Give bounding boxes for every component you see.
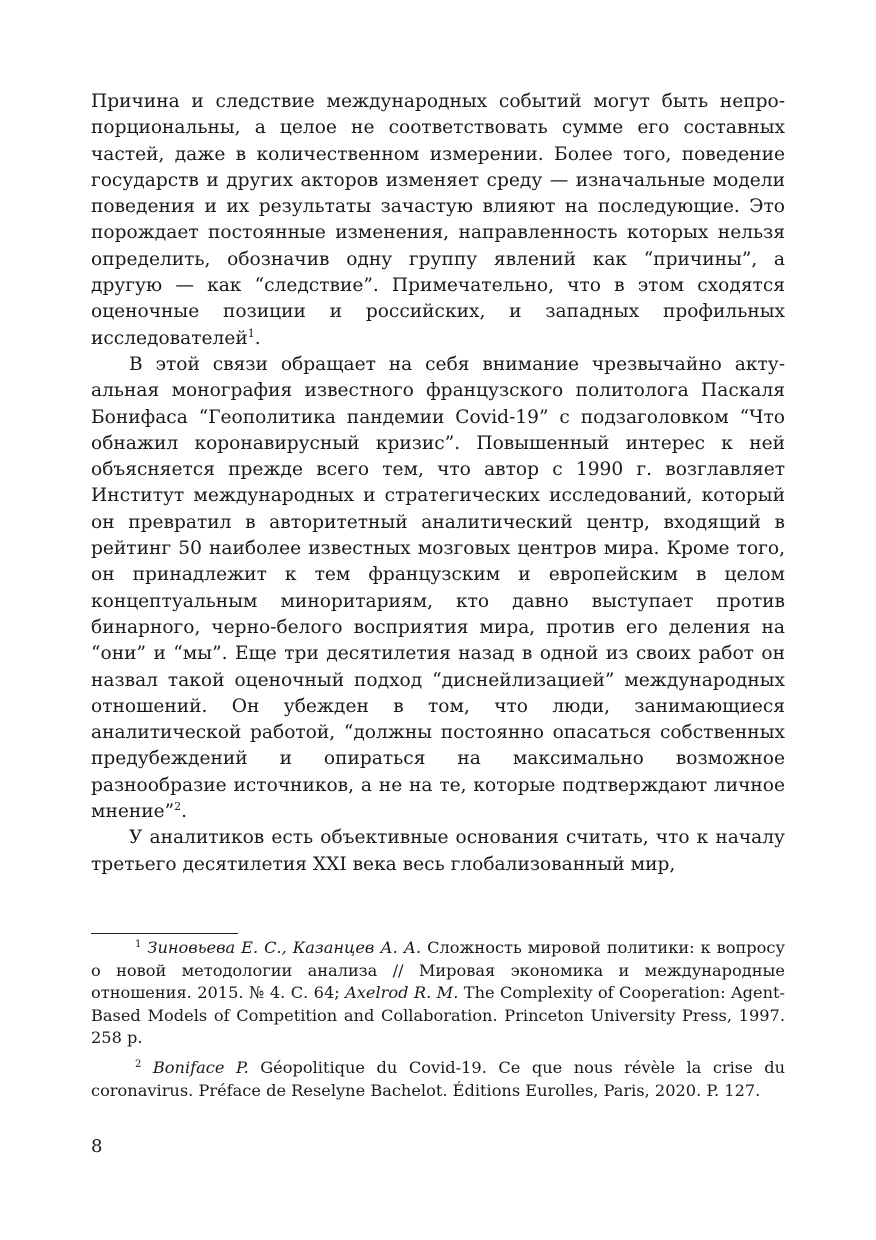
footnote-1-number: 1 (135, 939, 142, 950)
paragraph-1-text: Причина и следствие международных событий могут быть непропорциональны, а целое не соответствовать сумме его составных частей, даже в количественном измерении. Более того, поведение государств и других акторов изменяет среду — изначальные модели поведения и их результаты зачастую влияют на последующие. Это порождает постоянные изменения, направленность которых нельзя определить, обозначив одну группу явлений как “причины”, а другую — как “следствие”. Примечательно, что в этом сходятся оценочные позиции и российских, и западных профильных исследователей (91, 91, 785, 349)
paragraph-3 (91, 825, 785, 878)
footnote-2 (91, 1057, 785, 1102)
footnote-1-author-1: Зиновьева Е. С., Казанцев А. А. (147, 938, 422, 957)
footnote-divider (91, 933, 238, 934)
footnote-ref-1[interactable]: 1 (247, 326, 255, 340)
footnote-1-text-2: The Complexity of Cooperation: Agent-Based Models of Competition and Collaboration. Princeton University Press, 1997. 258 p. (91, 983, 785, 1048)
paragraph-2-text: В этой связи обращает на себя внимание чрезвычайно актуальная монография известного французского политолога Паскаля Бонифаса “Геополитика пандемии Covid-19” с подзаголовком “Что обнажил коронавирусный кризис”. Повышенный интерес к ней объясняется прежде всего тем, что автор с 1990 г. возглавляет Институт международных и стратегических исследований, который он превратил в авторитетный аналитический центр, входящий в рейтинг 50 наиболее известных мозговых центров мира. Кроме того, он принадлежит к тем французским и европейским в целом концептуальным миноритариям, кто давно выступает против бинарного, черно-белого восприятия мира, против его деления на “они” и “мы”. Еще три десятилетия назад в одной из своих работ он назвал такой оценочный подход “диснейлизацией” международных отношений. Он убежден в том, что люди, занимающиеся аналитической работой, “должны постоянно опасаться собственных предубеждений и опираться на максимально возможное разнообразие источников, а не на те, которые подтверждают личное мнение” (91, 353, 785, 823)
paragraph-1 (91, 89, 785, 352)
footnotes (91, 937, 785, 1102)
main-text (91, 89, 785, 878)
footnote-2-number: 2 (135, 1058, 142, 1070)
paragraph-2 (91, 352, 785, 825)
page-number: 8 (91, 1136, 103, 1157)
footnote-2-author: Boniface P. (152, 1057, 249, 1077)
footnote-ref-2[interactable]: 2 (174, 800, 182, 814)
footnote-2-text: Géopolitique du Covid-19. Ce que nous révèle la crise du coronavirus. Préface de Reselyne Bachelot. Éditions Eurolles, Paris, 2020. P. 127. (91, 1057, 786, 1100)
paragraph-2-end: . (181, 801, 188, 823)
footnote-1-text-1: Сложность мировой политики: к вопросу о новой методологии анализа // Мировая экономика и международные отношения. 2015. № 4. С. 64; (91, 938, 785, 1003)
footnote-1 (91, 937, 785, 1050)
paragraph-1-end: . (254, 327, 261, 349)
paragraph-3-text: У аналитиков есть объективные основания считать, что к началу третьего десятилетия XXI века весь глобализованный мир, (91, 827, 785, 875)
footnote-1-author-2: Axelrod R. M. (345, 983, 459, 1003)
